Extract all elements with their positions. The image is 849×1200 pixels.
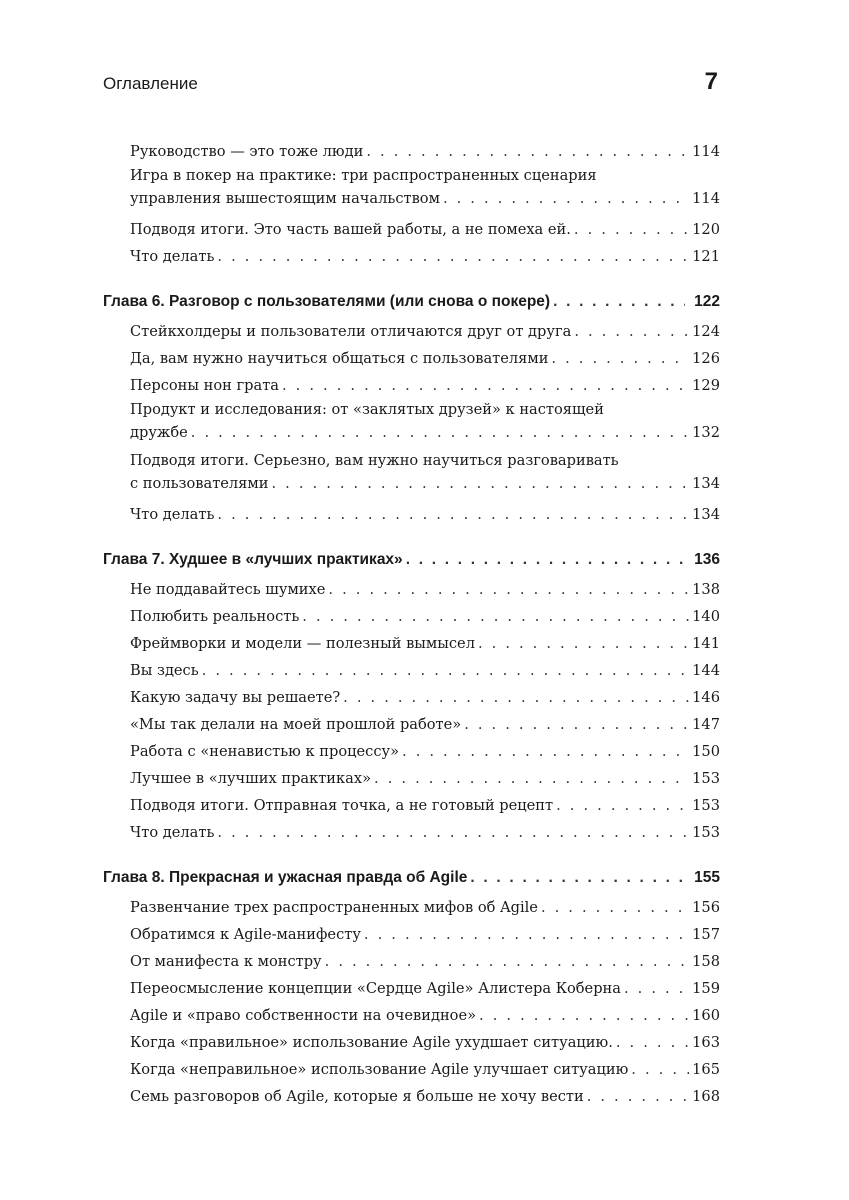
toc-entry-line <box>130 679 720 706</box>
toc-entry-title: Не поддавайтесь шумихе <box>130 581 326 598</box>
toc-entry-line <box>130 1024 720 1051</box>
dot-leader <box>217 248 689 265</box>
dot-leader <box>328 581 689 598</box>
toc-entry-line <box>130 1051 720 1078</box>
toc-entry-line <box>130 211 720 238</box>
toc-entry[interactable] <box>103 496 720 523</box>
toc-entry[interactable] <box>103 133 720 160</box>
dot-leader <box>556 797 689 814</box>
toc-entry[interactable] <box>103 625 720 652</box>
page-number: 7 <box>704 68 718 95</box>
toc-entry[interactable] <box>103 943 720 970</box>
toc-entry-title: Подводя итоги. Это часть вашей работы, а не помеха ей. <box>130 221 571 238</box>
toc-entry-title: Подводя итоги. Серьезно, вам нужно научиться разговаривать <box>130 452 619 469</box>
toc-entry[interactable] <box>103 571 720 598</box>
toc-entry-page: 165 <box>692 1061 720 1078</box>
chapter-title-text: Глава 6. Разговор с пользователями (или снова о покере) <box>103 293 551 310</box>
toc-entry-title: Да, вам нужно научиться общаться с пользователями <box>130 350 549 367</box>
toc-entry[interactable] <box>103 160 720 207</box>
toc-chapter <box>103 542 720 841</box>
dot-leader <box>374 770 689 787</box>
toc-entry-title: Персоны нон грата <box>130 377 279 394</box>
toc-entry-page: 147 <box>692 716 720 733</box>
chapter-title[interactable] <box>103 860 720 887</box>
toc-entry-line <box>130 814 720 841</box>
toc-entry-page: 140 <box>692 608 720 625</box>
running-header-title: Оглавление <box>103 74 198 93</box>
toc-entry-page: 163 <box>692 1034 720 1051</box>
dot-leader <box>366 143 689 160</box>
toc-entry[interactable] <box>103 445 720 492</box>
toc-entry-title: Руководство — это тоже люди <box>130 143 364 160</box>
toc-entry[interactable] <box>103 733 720 760</box>
toc-entry-title: Работа с «ненавистью к процессу» <box>130 743 400 760</box>
toc-entry[interactable] <box>103 1078 720 1105</box>
toc-entry-line <box>130 889 720 916</box>
dot-leader <box>479 1007 689 1024</box>
toc-entry-line <box>130 571 720 598</box>
toc-entry[interactable] <box>103 814 720 841</box>
toc-entry-title: Что делать <box>130 248 215 265</box>
toc-entry[interactable] <box>103 394 720 441</box>
dot-leader <box>478 635 689 652</box>
toc-entry[interactable] <box>103 679 720 706</box>
dot-leader <box>402 743 689 760</box>
toc-entry-page: 158 <box>692 953 720 970</box>
toc-entry[interactable] <box>103 1024 720 1051</box>
toc-entry-line <box>130 394 720 418</box>
toc-entry-title: Продукт и исследования: от «заклятых друзей» к настоящей <box>130 401 604 418</box>
toc-entry-page: 159 <box>692 980 720 997</box>
toc-entry-page: 153 <box>692 770 720 787</box>
toc-entry[interactable] <box>103 598 720 625</box>
toc-entry[interactable] <box>103 970 720 997</box>
dot-leader <box>616 1034 689 1051</box>
dot-leader <box>574 221 689 238</box>
toc-entry-title: Лучшее в «лучших практиках» <box>130 770 372 787</box>
toc-entry[interactable] <box>103 760 720 787</box>
toc-entry-title: Стейкхолдеры и пользователи отличаются друг от друга <box>130 323 572 340</box>
toc-entry-line <box>130 997 720 1024</box>
dot-leader <box>631 1061 689 1078</box>
toc-entry-page: 121 <box>692 248 720 265</box>
toc-entry-page: 134 <box>692 506 720 523</box>
dot-leader <box>406 551 685 569</box>
chapter-page: 155 <box>694 869 720 886</box>
toc-entry-title: Что делать <box>130 506 215 523</box>
toc-entry[interactable] <box>103 340 720 367</box>
toc-entry-title: Игра в покер на практике: три распространенных сценария <box>130 167 597 184</box>
toc-entry-page: 157 <box>692 926 720 943</box>
toc-entry-line <box>130 733 720 760</box>
dot-leader <box>464 716 689 733</box>
dot-leader <box>574 323 689 340</box>
toc-entry-title: «Мы так делали на моей прошлой работе» <box>130 716 462 733</box>
toc-entry[interactable] <box>103 787 720 814</box>
toc-entry-page: 150 <box>692 743 720 760</box>
toc-entry-line <box>130 340 720 367</box>
toc-entry[interactable] <box>103 997 720 1024</box>
toc-entry-line <box>130 313 720 340</box>
toc-entry-page: 114 <box>692 143 720 160</box>
dot-leader <box>217 506 689 523</box>
toc-entry-page: 146 <box>692 689 720 706</box>
toc-entry-title: Обратимся к Agile-манифесту <box>130 926 361 943</box>
toc-entry[interactable] <box>103 889 720 916</box>
toc-entry-line <box>130 133 720 160</box>
chapter-page: 122 <box>694 293 720 310</box>
toc-chapter <box>103 860 720 1105</box>
dot-leader <box>587 1088 689 1105</box>
dot-leader <box>624 980 689 997</box>
toc-entry-page: 153 <box>692 824 720 841</box>
toc-entry-title: Когда «неправильное» использование Agile улучшает ситуацию <box>130 1061 629 1078</box>
chapter-title-text: Глава 7. Худшее в «лучших практиках» <box>103 551 403 568</box>
toc-continued-entries <box>103 133 720 265</box>
chapter-page: 136 <box>694 551 720 568</box>
toc-entry-line <box>130 943 720 970</box>
toc-entry[interactable] <box>103 652 720 679</box>
toc-entry-title: Семь разговоров об Agile, которые я больше не хочу вести <box>130 1088 584 1105</box>
toc-entry-line <box>130 1078 720 1105</box>
toc-entry-title: Какую задачу вы решаете? <box>130 689 341 706</box>
toc-entry-title: Вы здесь <box>130 662 199 679</box>
toc-entry-line <box>130 367 720 394</box>
toc-entry-title: с пользователями <box>130 475 269 492</box>
dot-leader <box>325 953 690 970</box>
toc-entry[interactable] <box>103 706 720 733</box>
toc-entry-title: управления вышестоящим начальством <box>130 190 440 207</box>
dot-leader <box>364 926 689 943</box>
toc-entry-title: Agile и «право собственности на очевидное» <box>130 1007 477 1024</box>
toc-entry[interactable] <box>103 916 720 943</box>
chapter-title-text: Глава 8. Прекрасная и ужасная правда об Agile <box>103 869 468 886</box>
toc-entry-page: 156 <box>692 899 720 916</box>
dot-leader <box>271 475 689 492</box>
toc-entry-page: 168 <box>692 1088 720 1105</box>
toc-entry-title: Переосмысление концепции «Сердце Agile» Алистера Коберна <box>130 980 621 997</box>
toc-entry-page: 129 <box>692 377 720 394</box>
toc-entry-page: 141 <box>692 635 720 652</box>
toc-entry-page: 144 <box>692 662 720 679</box>
toc-entry-page: 153 <box>692 797 720 814</box>
toc-entry[interactable] <box>103 1051 720 1078</box>
toc-entry-page: 120 <box>692 221 720 238</box>
toc-entry-page: 138 <box>692 581 720 598</box>
dot-leader <box>541 899 689 916</box>
toc-entry-title: Полюбить реальность <box>130 608 300 625</box>
toc-entry-page: 132 <box>692 424 720 441</box>
toc-entry-page: 124 <box>692 323 720 340</box>
toc-entry-line <box>130 238 720 265</box>
toc-entry-line <box>130 469 720 492</box>
dot-leader <box>443 190 689 207</box>
toc-entry-line <box>130 706 720 733</box>
toc-entry-line <box>130 445 720 469</box>
toc-entry-title: дружбе <box>130 424 188 441</box>
chapter-title[interactable] <box>103 542 720 569</box>
toc-entry-title: Когда «правильное» использование Agile ухудшает ситуацию. <box>130 1034 613 1051</box>
toc-chapter <box>103 284 720 523</box>
toc-entry[interactable] <box>103 211 720 238</box>
toc-entry-page: 114 <box>692 190 720 207</box>
dot-leader <box>470 869 685 887</box>
toc-entry[interactable] <box>103 238 720 265</box>
toc-entry-line <box>130 496 720 523</box>
chapter-title[interactable] <box>103 284 720 311</box>
toc-entry-line <box>130 970 720 997</box>
dot-leader <box>217 824 689 841</box>
toc-entry-line <box>130 184 720 207</box>
table-of-contents <box>103 133 720 1124</box>
toc-entry-title: Что делать <box>130 824 215 841</box>
dot-leader <box>553 293 685 311</box>
dot-leader <box>282 377 689 394</box>
toc-entry-line <box>130 652 720 679</box>
toc-entry[interactable] <box>103 367 720 394</box>
toc-entry[interactable] <box>103 313 720 340</box>
toc-entry-title: От манифеста к монстру <box>130 953 322 970</box>
toc-entry-line <box>130 787 720 814</box>
toc-entry-page: 160 <box>692 1007 720 1024</box>
toc-entry-title: Развенчание трех распространенных мифов об Agile <box>130 899 538 916</box>
toc-entry-title: Подводя итоги. Отправная точка, а не готовый рецепт <box>130 797 554 814</box>
toc-entry-line <box>130 760 720 787</box>
toc-entry-line <box>130 598 720 625</box>
toc-entry-page: 126 <box>692 350 720 367</box>
toc-entry-line <box>130 418 720 441</box>
dot-leader <box>202 662 689 679</box>
dot-leader <box>302 608 689 625</box>
dot-leader <box>343 689 689 706</box>
toc-entry-title: Фреймворки и модели — полезный вымысел <box>130 635 475 652</box>
toc-entry-line <box>130 160 720 184</box>
dot-leader <box>551 350 689 367</box>
toc-entry-line <box>130 916 720 943</box>
dot-leader <box>191 424 689 441</box>
toc-entry-page: 134 <box>692 475 720 492</box>
toc-entry-line <box>130 625 720 652</box>
